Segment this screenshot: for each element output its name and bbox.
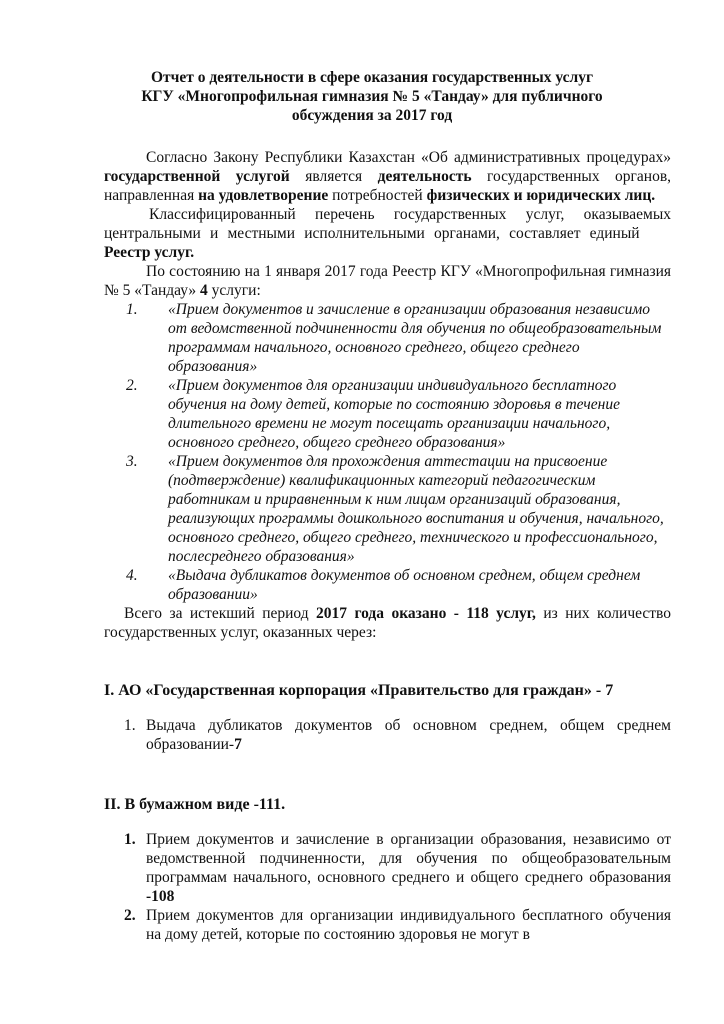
intro-block: [104, 148, 671, 642]
section-1-item: [124, 716, 671, 754]
p1-text-g: потребностей: [332, 187, 423, 204]
p2-bold-registry: Реестр услуг.: [104, 244, 195, 261]
item-count: -108: [146, 888, 175, 905]
list-item-text: «Выдача дубликатов документов об основном среднем, общем среднем образовании»: [168, 567, 641, 603]
section-1-heading: I. АО «Государственная корпорация «Правительство для граждан» - 7: [104, 682, 614, 699]
p3-bold-count: 4: [200, 282, 208, 299]
item-text: Выдача дубликатов документов об основном среднем, общем среднем образовании-: [146, 717, 671, 753]
document-title: [90, 68, 654, 125]
p3-text-a: По состоянию на 1 января 2017 года Реестр КГУ «Многопрофильная гимназия № 5 «Тандау»: [104, 263, 671, 299]
item-count: 7: [234, 736, 242, 753]
list-item-number: 1.: [126, 301, 138, 318]
title-line-1: Отчет о деятельности в сфере оказания государственных услуг: [150, 69, 594, 86]
list-item-text: «Прием документов для организации индивидуального бесплатного обучения на дому детей, которые по состоянию здоровья в течение длительного времени не могут посещать организации начального, основного среднего, общего среднего образования»: [168, 377, 620, 451]
item-number: 1.: [124, 831, 136, 848]
summary-bold-total: 2017 года оказано - 118 услуг,: [316, 605, 536, 622]
p1-bold-persons: физических и юридических лиц.: [426, 187, 656, 204]
p1-bold-activity: деятельность: [377, 168, 472, 185]
list-item: [104, 566, 671, 604]
list-item-number: 4.: [126, 567, 138, 584]
p1-text-c: является: [305, 168, 363, 185]
intro-paragraph-2: [104, 205, 671, 262]
summary-text-a: Всего за истекший период: [124, 605, 309, 622]
p1-bold-satisfaction: на удовлетворение: [198, 187, 329, 204]
services-list: [104, 300, 671, 604]
summary-text-c: из них количество государственных услуг, оказанных через:: [104, 605, 671, 641]
p2-text-a: Классифицированный перечень государственных услуг, оказываемых центральными и местными исполнительными органами, составляет единый: [104, 206, 671, 242]
p3-text-c: услуги:: [211, 282, 261, 299]
p1-text-e: государственных органов, направленная: [104, 168, 672, 204]
title-line-3: обсуждения за 2017 год: [291, 107, 453, 124]
p1-bold-state-service: государственной услугой: [104, 168, 290, 185]
section-2-heading: II. В бумажном виде -111.: [104, 796, 286, 813]
p1-text-a: Согласно Закону Республики Казахстан «Об административных процедурах»: [146, 149, 671, 166]
intro-paragraph-1: [104, 148, 671, 205]
list-item: [104, 300, 671, 376]
item-text: Прием документов и зачисление в организации образования, независимо от ведомственной подчиненности, для обучения по общеобразовательным программам начального, основного среднего и общего среднего образования: [146, 831, 671, 886]
list-item-text: «Прием документов и зачисление в организации образования независимо от ведомственной подчиненности для обучения по общеобразовательным программам начального, основного среднего, общего среднего образования»: [168, 301, 662, 375]
item-text: Прием документов для организации индивидуального бесплатного обучения на дому детей, которые по состоянию здоровья не могут в: [146, 907, 671, 943]
list-item-text: «Прием документов для прохождения аттестации на присвоение (подтверждение) квалификационных категорий педагогическим работникам и приравненным к ним лицам организаций образования, реализующих программы дошкольного воспитания и обучения, начального, основного среднего, общего среднего, технического и профессионального, послесреднего образования»: [168, 453, 664, 565]
summary-paragraph: [104, 604, 671, 642]
title-line-2: КГУ «Многопрофильная гимназия № 5 «Тандау» для публичного: [141, 88, 603, 105]
section-2-item-1: [124, 830, 671, 906]
list-item-number: 2.: [126, 377, 138, 394]
item-number: 2.: [124, 907, 136, 924]
list-item: [104, 452, 671, 566]
section-2-item-2: [124, 906, 671, 944]
list-item: [104, 376, 671, 452]
list-item-number: 3.: [126, 453, 138, 470]
intro-paragraph-3: [104, 262, 671, 300]
item-number: 1.: [124, 717, 136, 734]
